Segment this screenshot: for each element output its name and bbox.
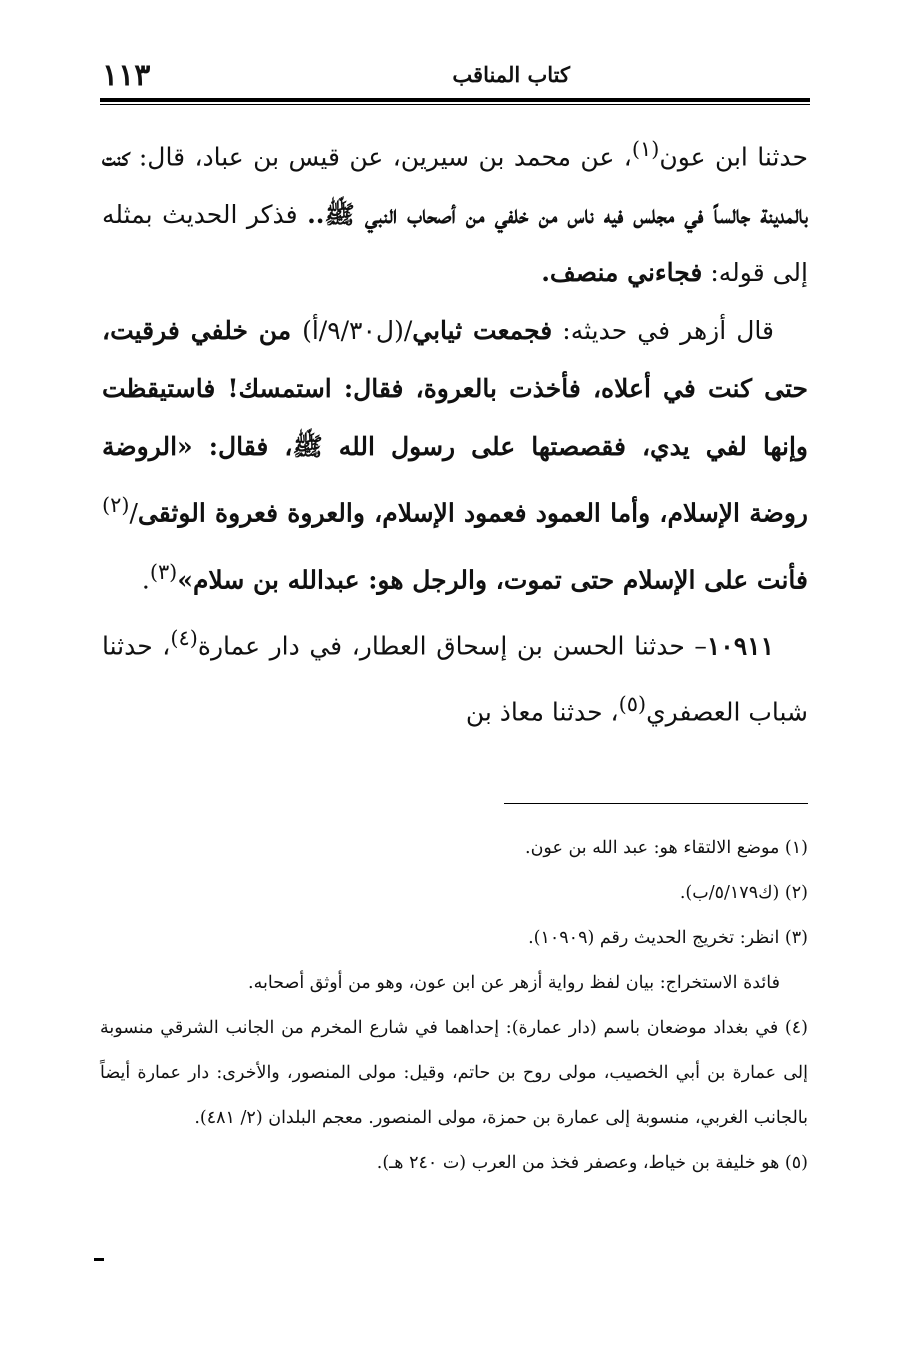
footnote-1: (١) موضع الالتقاء هو: عبد الله بن عون. [525, 838, 808, 858]
manuscript-marker: /(ل٩/٣٠/أ) [302, 316, 413, 346]
chapter-title: كتاب المناقب [452, 62, 570, 87]
main-text [102, 120, 808, 742]
footnote-3: (٣) انظر: تخريج الحديث رقم (١٠٩٠٩). [528, 928, 808, 948]
hadith-text: فجمعت ثيابي [412, 316, 553, 346]
header-rule [100, 98, 810, 102]
running-header [100, 60, 810, 100]
paragraph-1: حدثنا ابن عون$^{(١)}$، عن محمد بن سيرين، عن قيس بن عباد، قال: كنت بالمدينة جالساً في مجلس فيه ناس من خلفي من أصحاب النبي ﷺ.. فذكر الحديث بمثله إلى قوله: فجاءني منصف. [102, 137, 808, 288]
hadith-text: فأنت على الإسلام حتى تموت، والرجل هو: عبدالله بن سلام» [177, 564, 808, 594]
paragraph-2: قال أزهر في حديثه: فجمعت ثيابي/(ل٩/٣٠/أ) من خلفي فرقيت، حتى كنت في أعلاه، فأخذت بالعروة، فقال: استمسك! فاستيقظت وإنها لفي يدي، فقصصتها على رسول الله ﷺ، فقال: «الروضة روضة الإسلام، وأما العمود فعمود الإسلام، والعروة فعروة الوثقى/$^{(٢)}$ فأنت على الإسلام حتى تموت، والرجل هو: عبدالله بن سلام»$^{(٣)}$. [102, 316, 809, 594]
footnotes [100, 826, 808, 1186]
footnote-5: (٥) هو خليفة بن خياط، وعصفر فخذ من العرب (ت ٢٤٠ هـ). [376, 1153, 808, 1173]
footnote-separator [504, 803, 808, 804]
hadith-text: من خلفي فرقيت، حتى كنت في أعلاه، فأخذت بالعروة، فقال: استمسك! فاستيقظت وإنها لفي يدي، فقصصتها على رسول الله ﷺ، فقال: «الروضة روضة الإسلام، وأما العمود فعمود الإسلام، والعروة فعروة الوثقى [102, 316, 809, 528]
hadith-number: ١٠٩١١ [706, 631, 775, 661]
footnote-ref-2: (٢) [102, 493, 130, 518]
footnote-3-note: فائدة الاستخراج: بيان لفظ رواية أزهر عن ابن عون، وهو من أوثق أصحابه. [248, 973, 780, 993]
footnote-ref-4: (٤) [170, 625, 198, 650]
hadith-text: كنت بالمدينة جالساً في مجلس فيه ناس من خلفي من أصحاب النبي ﷺ.. [102, 142, 808, 230]
footnote-ref-5: (٥) [618, 692, 647, 717]
footnote-2: (٢) (ك٥/١٧٩/ب). [679, 883, 808, 903]
footnote-4: (٤) في بغداد موضعان باسم (دار عمارة): إحداهما في شارع المخرم من الجانب الشرقي منسوبة إلى عمارة بن أبي الخصيب، مولى روح بن حاتم، وقيل: مولى المنصور، والأخرى: دار عمارة أيضاً بالجانب الغربي، منسوبة إلى عمارة بن حمزة، مولى المنصور. معجم البلدان (٢/ ٤٨١). [100, 1018, 808, 1128]
page-mark [94, 1258, 104, 1261]
footnote-ref-3: (٣) [149, 559, 178, 584]
header-rule-thin [100, 104, 810, 105]
footnote-ref-1: (١) [631, 137, 660, 161]
hadith-text: فجاءني منصف. [541, 258, 703, 288]
page-number: ١١٣ [102, 58, 151, 93]
paragraph-3: ١٠٩١١– حدثنا الحسن بن إسحاق العطار، في دار عمارة$^{(٤)}$، حدثنا شباب العصفري$^{(٥)}$، حدثنا معاذ بن [102, 625, 808, 727]
